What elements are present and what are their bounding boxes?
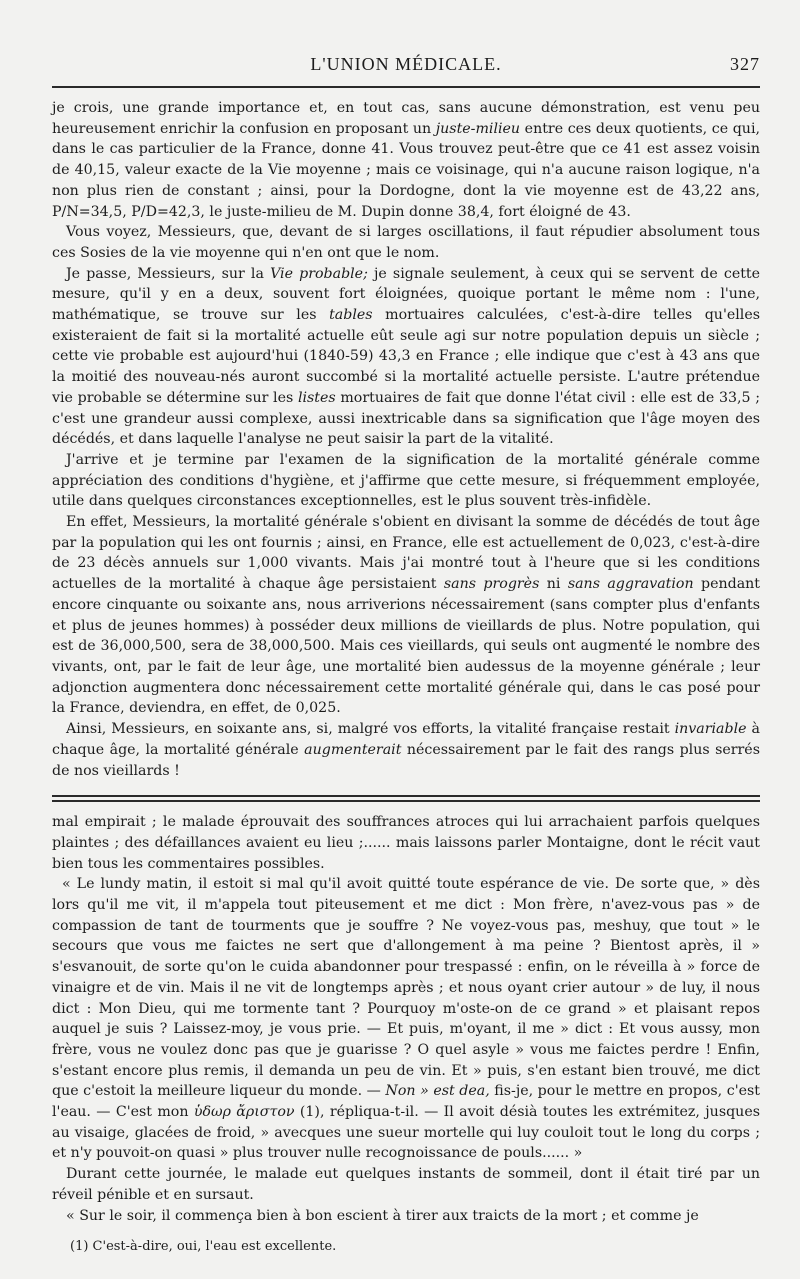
- paragraph: Je passe, Messieurs, sur la Vie probable; je signale seulement, à ceux qui se servent de cette mesure, qu'il y en a deux, souvent fort éloignées, quoique portant le même nom : l'une, mathématique, se trouve sur les tables mortuaires calculées, c'est-à-dire telles qu'elles existeraient de fait si la mortalité actuelle eût seule agi sur notre population depuis un siècle ; cette vie probable est aujourd'hui (1840-59) 43,3 en France ; elle indique que c'est à 43 ans que la moitié des nouveau-nés auront succombé si la mortalité actuelle persiste. L'autre prétendue vie probable se détermine sur les listes mortuaires de fait que donne l'état civil : elle est de 33,5 ; c'est une grandeur aussi complexe, aussi inextricable dans sa signification que l'âge moyen des décédés, et dans laquelle l'analyse ne peut saisir la part de la vitalité.: [52, 265, 761, 448]
- journal-title: L'UNION MÉDICALE.: [310, 54, 502, 74]
- article-body: [52, 98, 760, 781]
- running-header: [52, 48, 760, 82]
- montaigne-quote: « Le lundy matin, il estoit si mal qu'il avoit quitté toute espérance de vie. De sorte que, » dès lors qu'il me vit, il m'appela tout piteusement et me dict : Mon frère, n'avez-vous pas » de compassion de tant de tourments que je souffre ? Ne voyez-vous pas, meshuy, que tout » le secours que vous me faictes ne sert que d'allongement à ma peine ? Bientost après, il » s'esvanouit, de sorte qu'on le cuida abandonner pour trespassé : enfin, on le réveilla à » force de vinaigre et de vin. Mais il ne vit de longtemps après ; et nous oyant crier autour » de luy, il nous dict : Mon Dieu, qui me tormente tant ? Pourquoy m'oste-on de ce grand » et plaisant repos auquel je suis ? Laissez-moy, je vous prie. — Et puis, m'oyant, il me » dict : Et vous aussy, mon frère, vous ne voulez donc pas que je guarisse ? O quel asyle » vous me faictes perdre ! Enfin, s'estant encore plus remis, il demanda un peu de vin. Et » puis, s'en estant bien trouvé, me dict que c'estoit la meilleure liqueur du monde. — Non » est dea, fis-je, pour le mettre en propos, c'est l'eau. — C'est mon ὑδωρ ἄριστον (1), répliqua-t-il. — Il avoit désià toutes les extrémitez, jusques au visaige, glacées de froid, » avecques une sueur mortelle qui luy couloit tout le long du corps ; et n'y pouvoit-on quasi » plus trouver nulle recognoissance de pouls...... »: [52, 876, 760, 1162]
- page-number: 327: [730, 54, 760, 74]
- paragraph: mal empirait ; le malade éprouvait des souffrances atroces qui lui arrachaient parfois quelques plaintes ; des défaillances avaient eu lieu ;...... mais laissons parler Montaigne, dont le récit vaut bien tous les commentaires possibles.: [52, 814, 760, 872]
- feuilleton-divider: [52, 795, 760, 802]
- feuilleton-body: [52, 812, 760, 1256]
- paragraph: « Sur le soir, il commença bien à bon escient à tirer aux traicts de la mort ; et comme je: [66, 1207, 699, 1224]
- paragraph: Vous voyez, Messieurs, que, devant de si larges oscillations, il faut répudier absolument tous ces Sosies de la vie moyenne qui n'en ont que le nom.: [52, 224, 760, 261]
- footnote: (1) C'est-à-dire, oui, l'eau est excellente.: [70, 1239, 337, 1255]
- header-rule: [52, 86, 760, 88]
- paragraph: En effet, Messieurs, la mortalité générale s'obient en divisant la somme de décédés de tout âge par la population qui les ont fournis ; ainsi, en France, elle est actuellement de 0,023, c'est-à-dire de 23 décès annuels sur 1,000 vivants. Mais j'ai montré tout à l'heure que si les conditions actuelles de la mortalité à chaque âge persistaient sans progrès ni sans aggravation pendant encore cinquante ou soixante ans, nous arriverions nécessairement (sans compter plus d'enfants et plus de jeunes hommes) à posséder deux millions de vieillards de plus. Notre population, qui est de 36,000,500, sera de 38,000,500. Mais ces vieillards, qui seuls ont augmenté le nombre des vivants, ont, par le fait de leur âge, une mortalité bien audessus de la moyenne générale ; leur adjonction augmentera donc nécessairement cette mortalité générale qui, dans le cas posé pour la France, deviendra, en effet, de 0,025.: [52, 514, 760, 717]
- paragraph: Ainsi, Messieurs, en soixante ans, si, malgré vos efforts, la vitalité française restait invariable à chaque âge, la mortalité générale augmenterait nécessairement par le fait des rangs plus serrés de nos vieillards !: [52, 721, 760, 779]
- paragraph: J'arrive et je termine par l'examen de la signification de la mortalité générale comme appréciation des conditions d'hygiène, et j'affirme que cette mesure, si fréquemment employée, utile dans quelques circonstances exceptionnelles, est le plus souvent très-infidèle.: [52, 451, 760, 510]
- paragraph: Durant cette journée, le malade eut quelques instants de sommeil, dont il était tiré par un réveil pénible et en sursaut.: [52, 1166, 760, 1203]
- paragraph: je crois, une grande importance et, en tout cas, sans aucune démonstration, est venu peu heureusement enrichir la confusion en proposant un juste-milieu entre ces deux quotients, ce qui, dans le cas particulier de la France, donne 41. Vous trouvez peut-être que ce 41 est assez voisin de 40,15, valeur exacte de la Vie moyenne ; mais ce voisinage, qui n'a aucune raison logique, n'a non plus rien de constant ; ainsi, pour la Dordogne, dont la vie moyenne est de 43,22 ans, P/N=34,5, P/D=42,3, le juste-milieu de M. Dupin donne 38,4, fort éloigné de 43.: [52, 100, 760, 220]
